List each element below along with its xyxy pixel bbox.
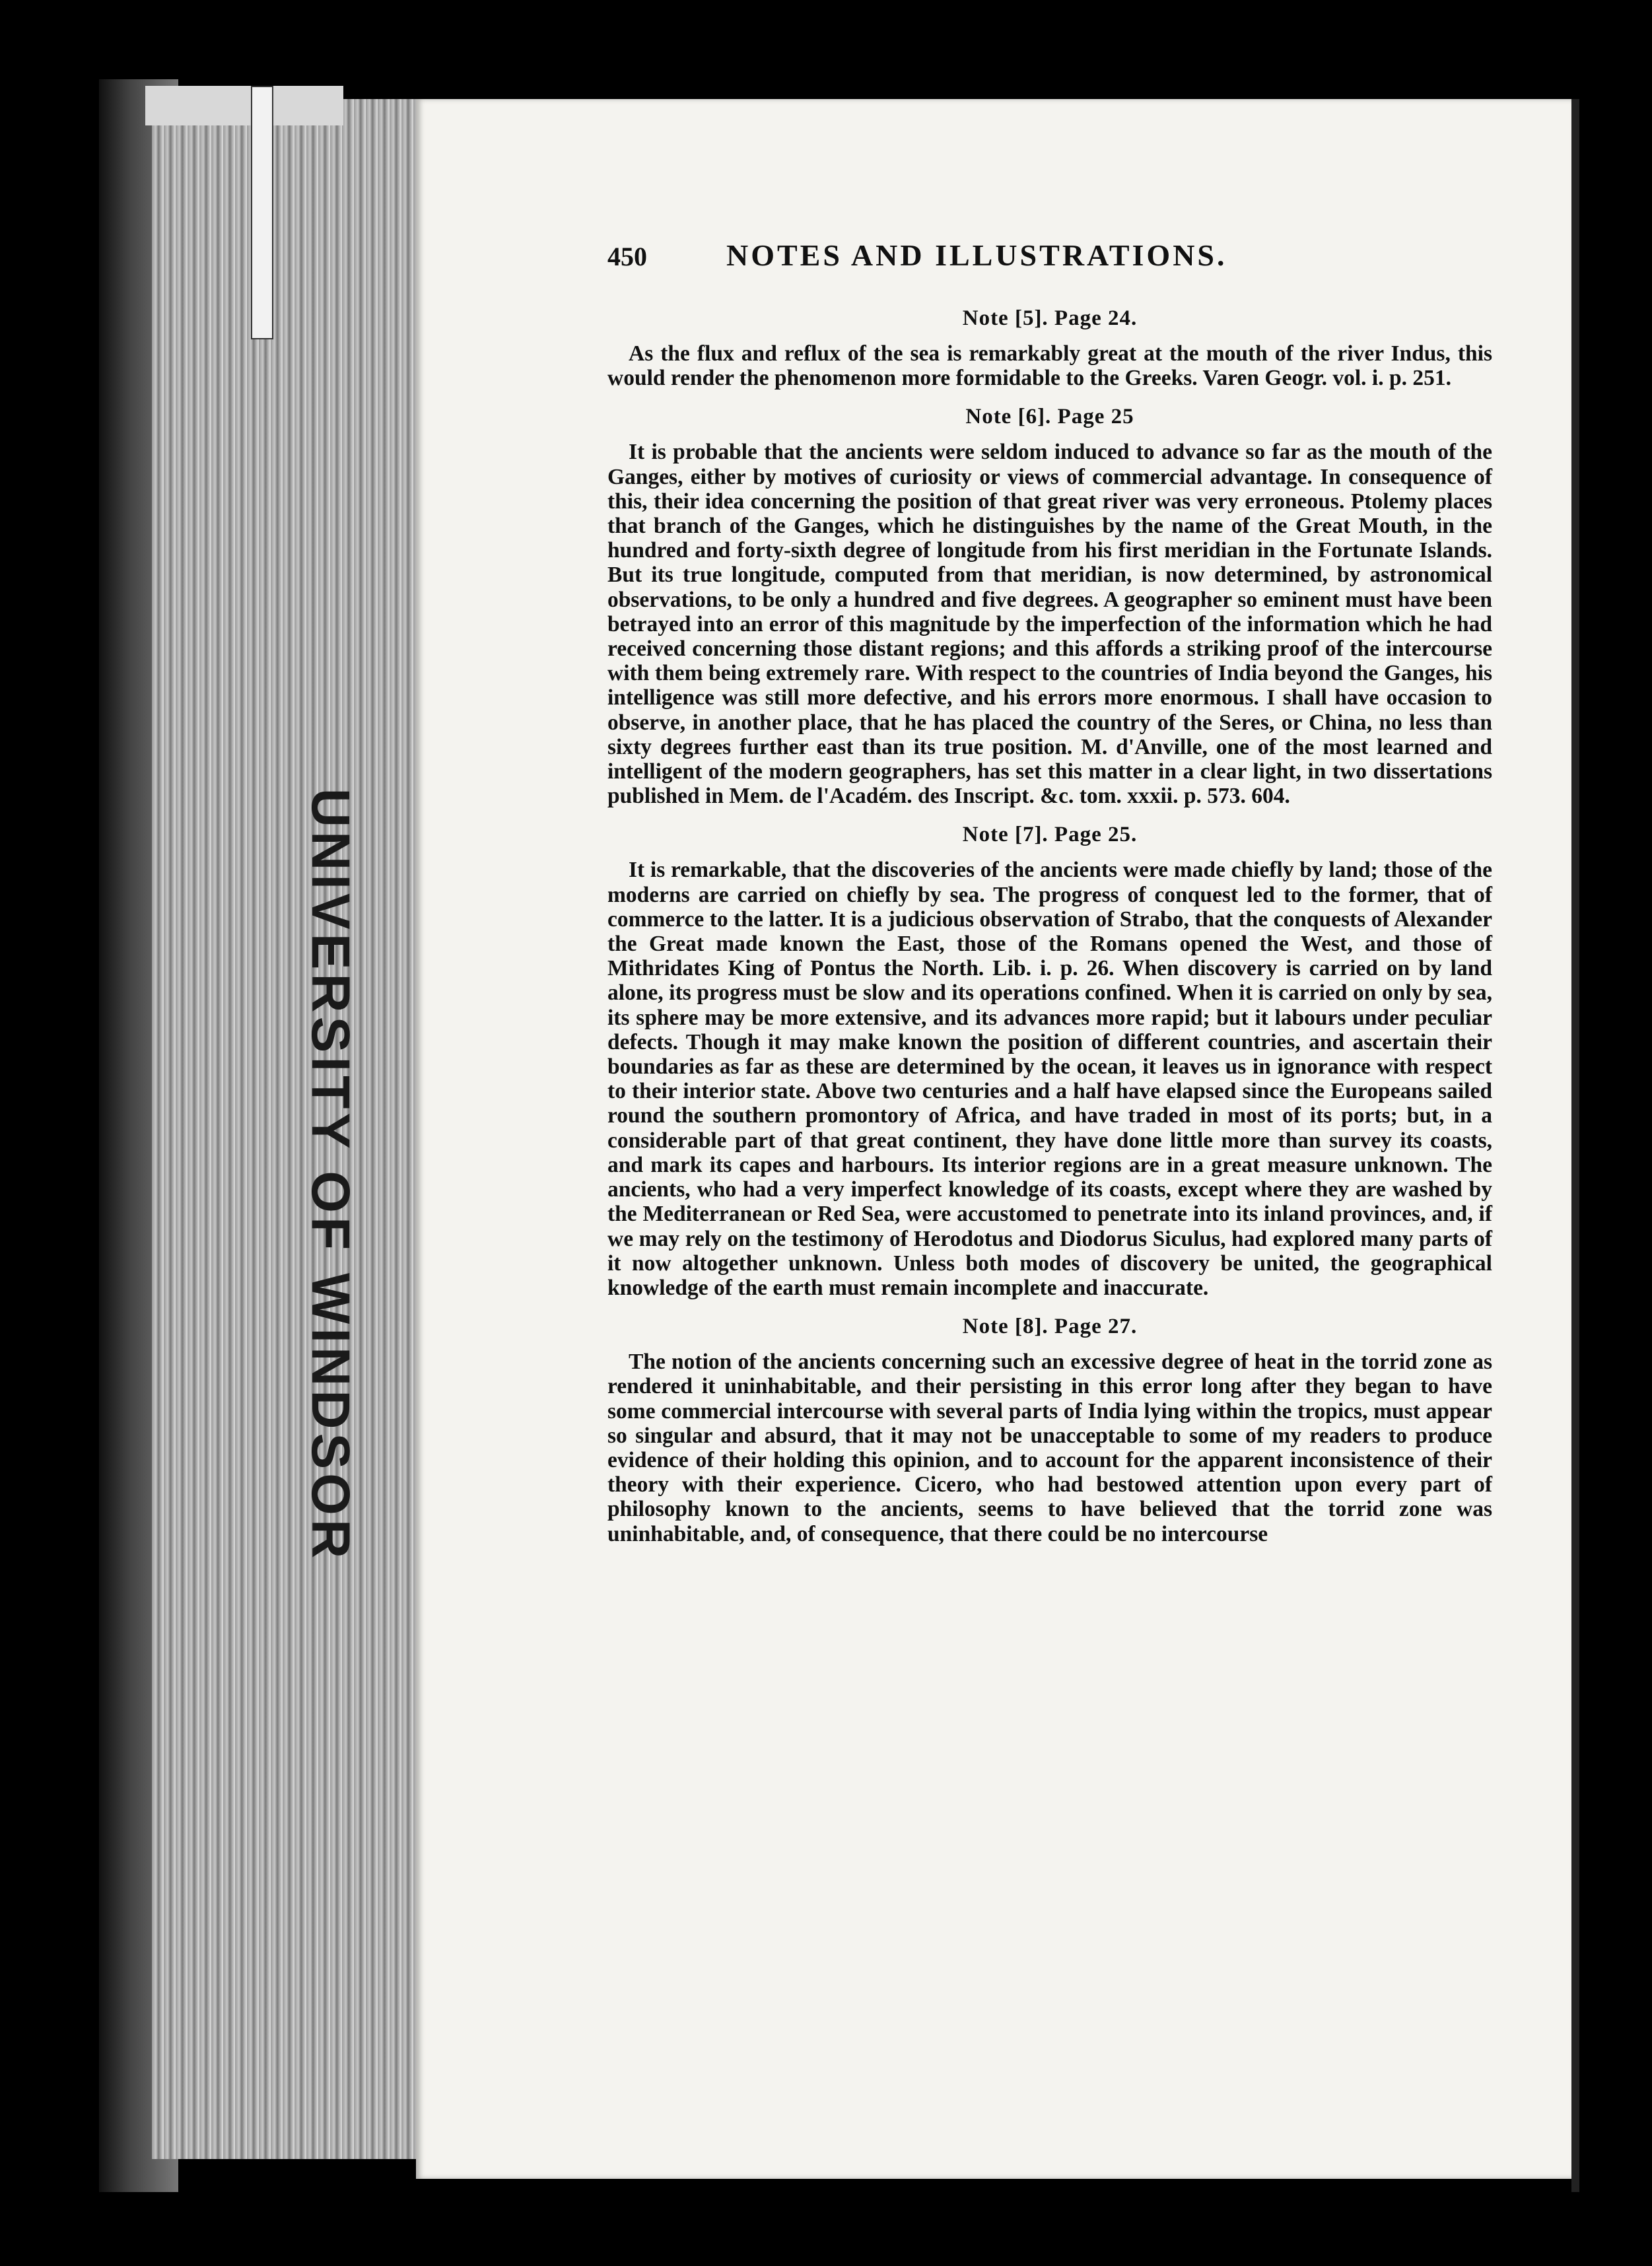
note-title: Note [7]. Page 25. (962, 823, 1138, 847)
running-title: NOTES AND ILLUSTRATIONS. (726, 238, 1227, 272)
note-body: It is probable that the ancients were seldom induced to advance so far as the mouth of the Ganges, either by motives of curiosity or views of commercial advantage. In consequence of this, their idea concerning the position of that great river was very erroneous. Ptolemy places that branch of the Ganges, which he distinguishes by the name of the Great Mouth, in the hundred and forty-sixth degree of longitude from his first meridian in the Fortunate Islands. But its true longitude, computed from that meridian, is now determined, by astronomical observations, to be only a hundred and five degrees. A geographer so eminent must have been betrayed into an error of this magnitude by the imperfection of the information which he had received concerning those distant regions; and this affords a striking proof of the intercourse with them being extremely rare. With respect to the countries of India beyond the Ganges, his intelligence was still more defective, and his errors more enormous. I shall have occasion to observe, in another place, that he has placed the country of the Seres, or China, no less than sixty degrees further east than its true position. M. d'Anville, one of the most learned and intelligent of the modern geographers, has set this matter in a clear light, in two dissertations published in Mem. de l'Académ. des Inscript. &c. tom. xxxii. p. 573. 604. (607, 440, 1492, 809)
note-title: Note [5]. Page 24. (962, 306, 1138, 330)
scan-background (0, 0, 1652, 99)
note-body: It is remarkable, that the discoveries of the ancients were made chiefly by land; those of the moderns are carried on chiefly by sea. The progress of conquest led to the former, that of commerce to the latter. It is a judicious observation of Strabo, that the conquests of Alexander the Great made known the East, those of the Romans opened the West, and those of Mithridates King of Pontus the North. Lib. i. p. 26. When discovery is carried on by land alone, its progress must be slow and its operations confined. When it is carried on only by sea, its sphere may be more extensive, and its advances more rapid; but it labours under peculiar defects. Though it may make known the position of different countries, and ascertain their boundaries as far as these are determined by the ocean, it leaves us in ignorance with respect to their interior state. Above two centuries and a half have elapsed since the Europeans sailed round the southern promontory of Africa, and have traded in most of its ports; but, in a considerable part of that great continent, they have done little more than survey its coasts, and mark its capes and harbours. Its interior regions are in a great measure unknown. The ancients, who had a very imperfect knowledge of its coasts, except where they are washed by the Mediterranean or Red Sea, were accustomed to penetrate into its inland provinces, and, if we may rely on the testimony of Herodotus and Diodorus Siculus, had explored many parts of it now altogether unknown. Unless both modes of discovery be united, the geographical knowledge of the earth must remain incomplete and inaccurate. (607, 858, 1492, 1300)
library-stamp (277, 788, 383, 1563)
note-title: Note [8]. Page 27. (962, 1315, 1138, 1339)
note-title: Note [6]. Page 25 (965, 405, 1134, 429)
running-head (607, 238, 1492, 284)
note-body: The notion of the ancients concerning such an excessive degree of heat in the torrid zone as rendered it uninhabitable, and their persisting in this error long after they began to have some commercial intercourse with several parts of India lying within the tropics, must appear so singular and absurd, that it may not be unacceptable to some of my readers to produce evidence of their holding this opinion, and to account for the apparent inconsistence of their theory with their experience. Cicero, who had bestowed attention upon every part of philosophy known to the ancients, seems to have believed that the torrid zone was uninhabitable, and, of consequence, that there could be no intercourse (607, 1350, 1492, 1546)
scanner-clip (145, 86, 343, 125)
book-page (416, 99, 1571, 2179)
page-content (607, 238, 1492, 1561)
scanner-clip-bar (251, 86, 273, 339)
page-number: 450 (607, 242, 647, 271)
library-stamp-text: UNIVERSITY OF WINDSOR (300, 788, 361, 1563)
note-body: As the flux and reflux of the sea is remarkably great at the mouth of the river Indus, this would render the phenomenon more formidable to the Greeks. Varen Geogr. vol. i. p. 251. (607, 341, 1492, 391)
scan-background-right (1579, 66, 1652, 2266)
